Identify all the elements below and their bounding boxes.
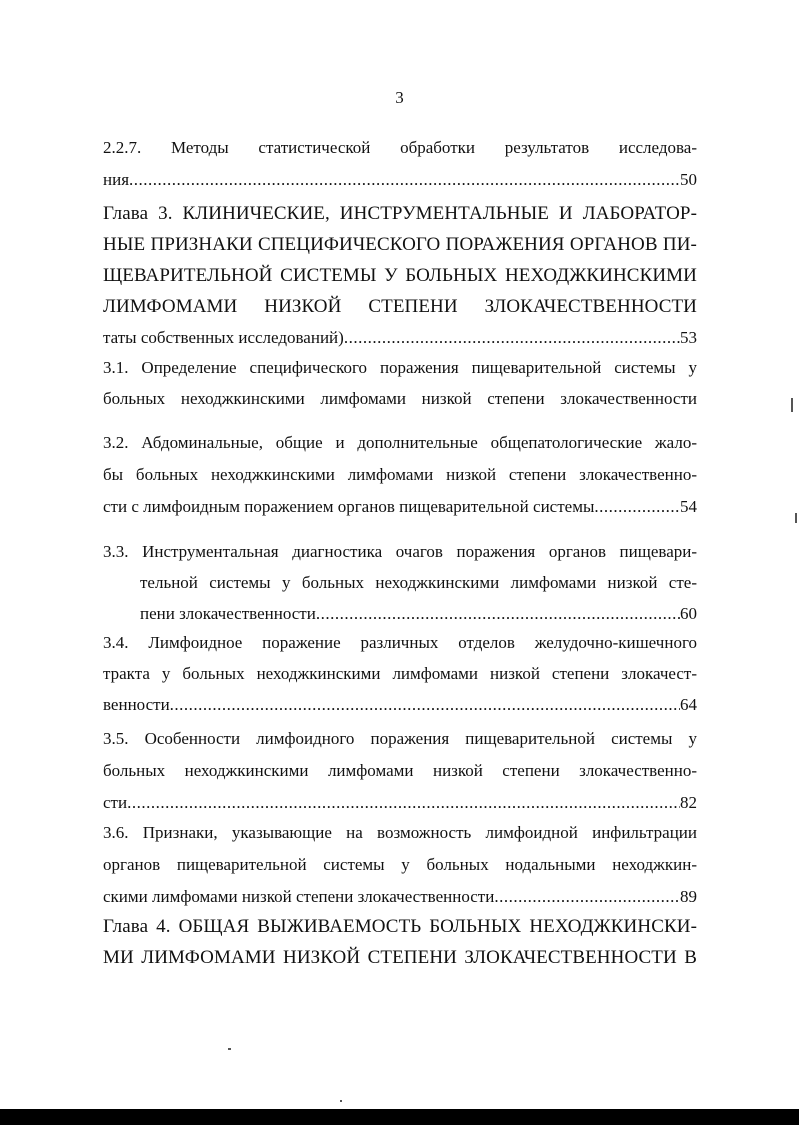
toc-line-leader: [103, 321, 697, 355]
toc-line: ЛИМФОМАМИ НИЗКОЙ СТЕПЕНИ ЗЛОКАЧЕСТВЕННОСТИ: [103, 296, 697, 317]
toc-line: МИ ЛИМФОМАМИ НИЗКОЙ СТЕПЕНИ ЗЛОКАЧЕСТВЕННОСТИ В: [103, 947, 697, 968]
toc-line: 2.2.7. Методы статистической обработки результатов исследова-: [103, 138, 697, 157]
toc-text: сти с лимфоидным поражением органов пищеварительной системы: [103, 497, 595, 516]
toc-text: ния: [103, 170, 130, 189]
scan-edge-bar: [0, 1109, 799, 1125]
toc-page-number: 82: [680, 793, 697, 812]
scan-speck: [791, 398, 793, 412]
toc-line: НЫЕ ПРИЗНАКИ СПЕЦИФИЧЕСКОГО ПОРАЖЕНИЯ ОРГАНОВ ПИ-: [103, 234, 697, 255]
toc-line: больных неходжкинскими лимфомами низкой степени злокачественности: [103, 389, 697, 408]
toc-line-leader: [103, 880, 697, 914]
scan-speck: [340, 1100, 342, 1102]
toc-line: 3.6. Признаки, указывающие на возможность лимфоидной инфильтрации: [103, 823, 697, 842]
toc-page-number: 64: [680, 695, 697, 714]
scan-speck: [228, 1048, 231, 1050]
toc-line: бы больных неходжкинскими лимфомами низкой степени злокачественно-: [103, 465, 697, 484]
dot-leader: [594, 490, 680, 524]
toc-text: пени злокачественности: [140, 604, 316, 623]
toc-page-number: 54: [680, 497, 697, 516]
dot-leader: [129, 163, 680, 197]
toc-line: 3.2. Абдоминальные, общие и дополнительные общепатологические жало-: [103, 433, 697, 452]
scan-speck: [795, 513, 797, 523]
toc-line-leader: [103, 490, 697, 524]
toc-text: сти: [103, 793, 128, 812]
toc-line-leader: [103, 688, 697, 722]
toc-line: 3.3. Инструментальная диагностика очагов поражения органов пищевари-: [103, 542, 697, 561]
dot-leader: [344, 321, 680, 355]
toc-line: Глава 4. ОБЩАЯ ВЫЖИВАЕМОСТЬ БОЛЬНЫХ НЕХОДЖКИНСКИ-: [103, 916, 697, 937]
toc-line-leader: [103, 163, 697, 197]
toc-text: таты собственных исследований): [103, 328, 344, 347]
toc-line: 3.1. Определение специфического поражения пищеварительной системы у: [103, 358, 697, 377]
toc-line: больных неходжкинскими лимфомами низкой степени злокачественно-: [103, 761, 697, 780]
dot-leader: [494, 880, 680, 914]
page-number: 3: [395, 88, 404, 107]
toc-line: тракта у больных неходжкинскими лимфомами низкой степени злокачест-: [103, 664, 697, 683]
toc-page-number: 50: [680, 170, 697, 189]
toc-line: ЩЕВАРИТЕЛЬНОЙ СИСТЕМЫ У БОЛЬНЫХ НЕХОДЖКИНСКИМИ: [103, 265, 697, 286]
toc-text: скими лимфомами низкой степени злокачественности: [103, 887, 495, 906]
dot-leader: [127, 786, 680, 820]
toc-text: венности: [103, 695, 170, 714]
toc-line: органов пищеварительной системы у больных нодальными неходжкин-: [103, 855, 697, 874]
toc-line-leader: [103, 786, 697, 820]
toc-page-number: 53: [680, 328, 697, 347]
toc-line: Глава 3. КЛИНИЧЕСКИЕ, ИНСТРУМЕНТАЛЬНЫЕ И ЛАБОРАТОР-: [103, 203, 697, 224]
dot-leader: [170, 688, 680, 722]
toc-line: тельной системы у больных неходжкинскими лимфомами низкой сте-: [140, 573, 697, 592]
toc-line: 3.5. Особенности лимфоидного поражения пищеварительной системы у: [103, 729, 697, 748]
toc-line: 3.4. Лимфоидное поражение различных отделов желудочно-кишечного: [103, 633, 697, 652]
toc-page-number: 60: [680, 604, 697, 623]
toc-page-number: 89: [680, 887, 697, 906]
